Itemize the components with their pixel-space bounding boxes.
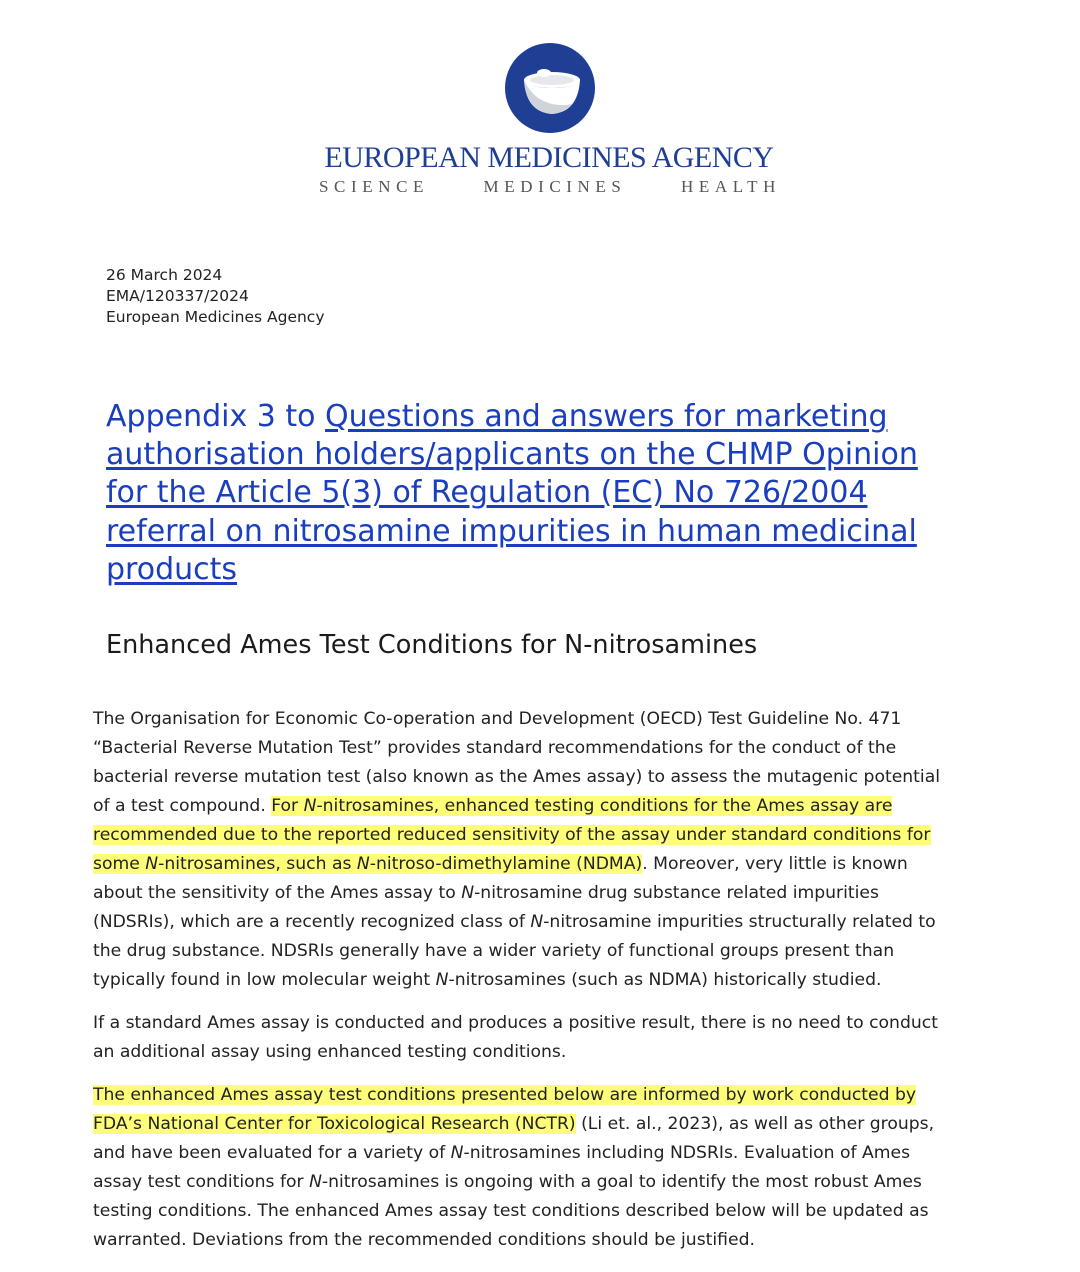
agency-name: EUROPEAN MEDICINES AGENCY bbox=[324, 141, 774, 174]
document-meta bbox=[106, 265, 325, 328]
text-line: of a test compound. For N-nitrosamines, enhanced testing conditions for the Ames assay are bbox=[93, 796, 893, 816]
text-line: and have been evaluated for a variety of N-nitrosamines including NDSRIs. Evaluation of Ames bbox=[93, 1143, 911, 1163]
highlighted-text: recommended due to the reported reduced sensitivity of the assay under standard conditions for bbox=[93, 825, 931, 845]
highlighted-text: FDA’s National Center for Toxicological Research (NCTR) bbox=[93, 1114, 576, 1134]
tagline-word: MEDICINES bbox=[483, 177, 627, 196]
document-title bbox=[106, 398, 1006, 589]
text-line: If a standard Ames assay is conducted and produces a positive result, there is no need to conduct bbox=[93, 1013, 938, 1033]
text-line: The Organisation for Economic Co-operation and Development (OECD) Test Guideline No. 471 bbox=[93, 709, 902, 729]
document-issuer: European Medicines Agency bbox=[106, 308, 325, 326]
paragraph-1 bbox=[93, 705, 1043, 995]
title-prefix: Appendix 3 to bbox=[106, 399, 326, 434]
tagline-word: HEALTH bbox=[680, 177, 781, 196]
text-line: FDA’s National Center for Toxicological Research (NCTR) (Li et. al., 2023), as well as other groups, bbox=[93, 1114, 935, 1134]
document-reference: EMA/120337/2024 bbox=[106, 287, 249, 305]
highlighted-text: The enhanced Ames assay test conditions presented below are informed by work conducted by bbox=[93, 1085, 917, 1105]
text-line: bacterial reverse mutation test (also known as the Ames assay) to assess the mutagenic potential bbox=[93, 767, 941, 787]
text-line bbox=[93, 821, 1043, 850]
text-line: about the sensitivity of the Ames assay to N-nitrosamine drug substance related impurities bbox=[93, 883, 879, 903]
text-line: (NDSRIs), which are a recently recognized class of N-nitrosamine impurities structurally related to bbox=[93, 912, 936, 932]
agency-tagline bbox=[319, 177, 781, 197]
text-line: an additional assay using enhanced testing conditions. bbox=[93, 1042, 567, 1062]
document-body bbox=[93, 705, 1043, 1269]
text-line: some N-nitrosamines, such as N-nitroso-dimethylamine (NDMA). Moreover, very little is known bbox=[93, 854, 908, 874]
paragraph-2 bbox=[93, 1009, 1043, 1067]
document-date: 26 March 2024 bbox=[106, 266, 223, 284]
highlighted-text: For N-nitrosamines, enhanced testing conditions for the Ames assay are bbox=[271, 796, 893, 816]
text-line: assay test conditions for N-nitrosamines is ongoing with a goal to identify the most robust Ames bbox=[93, 1172, 922, 1192]
tagline-word: SCIENCE bbox=[319, 177, 430, 196]
text-line bbox=[93, 1081, 1043, 1110]
text-line: the drug substance. NDSRIs generally have a wider variety of functional groups present than bbox=[93, 941, 895, 961]
qa-document-link[interactable]: Questions and answers for marketing authorisation holders/applicants on the CHMP Opinion for the Article 5(3) of Regulation (EC) No 726/2004 referral on nitrosamine impurities in human medicinal products bbox=[106, 399, 918, 587]
text-line: typically found in low molecular weight N-nitrosamines (such as NDMA) historically studied. bbox=[93, 970, 882, 990]
text-line: testing conditions. The enhanced Ames assay test conditions described below will be updated as bbox=[93, 1201, 929, 1221]
section-heading: Enhanced Ames Test Conditions for N-nitrosamines bbox=[106, 630, 758, 660]
ema-logo-icon bbox=[504, 42, 596, 134]
text-line: warranted. Deviations from the recommended conditions should be justified. bbox=[93, 1230, 755, 1250]
paragraph-3 bbox=[93, 1081, 1043, 1255]
text-line: “Bacterial Reverse Mutation Test” provides standard recommendations for the conduct of the bbox=[93, 738, 897, 758]
highlighted-text: some N-nitrosamines, such as N-nitroso-dimethylamine (NDMA) bbox=[93, 854, 643, 874]
